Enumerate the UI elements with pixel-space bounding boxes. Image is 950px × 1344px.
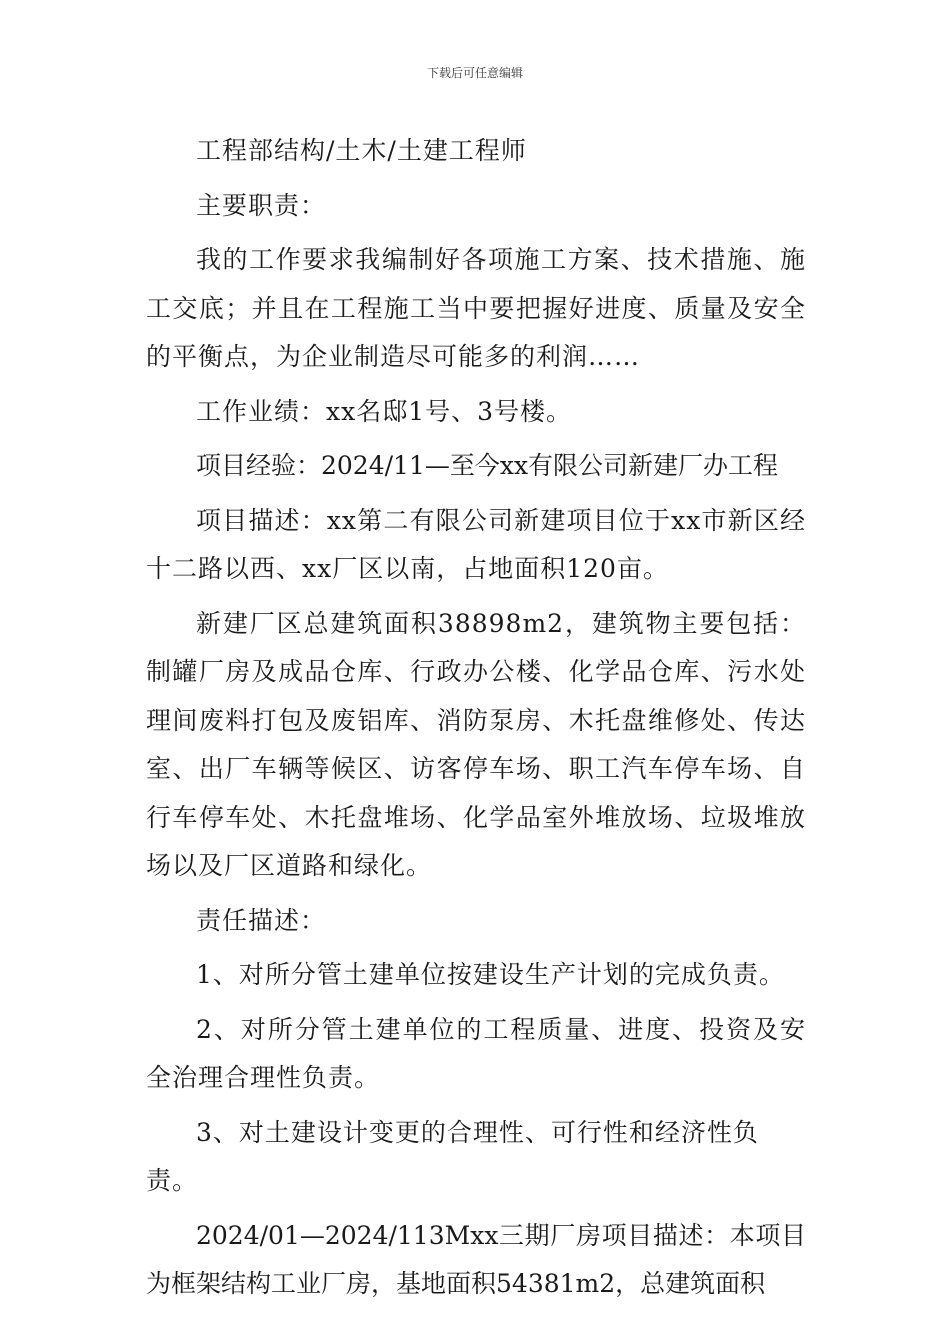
paragraph-work-achievements: 工作业绩：xx名邸1号、3号楼。 — [196, 396, 573, 426]
page-header-note: 下载后可任意编辑 — [426, 66, 523, 80]
paragraph-responsibility-3: 3、对土建设计变更的合理性、可行性和经济性负责。 — [146, 1117, 759, 1195]
paragraph-responsibility-2: 2、对所分管土建单位的工程质量、进度、投资及安全治理合理性负责。 — [146, 1014, 806, 1092]
paragraph-main-duties-heading: 主要职责： — [196, 190, 327, 220]
paragraph-responsibility-heading: 责任描述： — [196, 905, 327, 935]
paragraph-project-description: 项目描述：xx第二有限公司新建项目位于xx市新区经十二路以西、xx厂区以南，占地面积120亩。 — [146, 505, 806, 583]
paragraph-project-experience: 项目经验：2024/11—至今xx有限公司新建厂办工程 — [196, 451, 779, 480]
paragraph-building-area: 新建厂区总建筑面积38898m2，建筑物主要包括：制罐厂房及成品仓库、行政办公楼、化学品仓库、污水处理间废料打包及废铝库、消防泵房、木托盘维修处、传达室、出厂车辆等候区、访客停车场、职工汽车停车场、自行车停车处、木托盘堆场、化学品室外堆放场、垃圾堆放场以及厂区道路和绿化。 — [146, 608, 806, 880]
paragraph-duties-description: 我的工作要求我编制好各项施工方案、技术措施、施工交底；并且在工程施工当中要把握好进度、质量及安全的平衡点，为企业制造尽可能多的利润…… — [146, 245, 806, 371]
document-body — [146, 127, 806, 1315]
paragraph-project-2024: 2024/01—2024/113Mxx三期厂房项目描述：本项目为框架结构工业厂房，基地面积54381m2，总建筑面积 — [146, 1220, 806, 1298]
paragraph-job-title: 工程部结构/土木/土建工程师 — [196, 136, 527, 165]
paragraph-responsibility-1: 1、对所分管土建单位按建设生产计划的完成负责。 — [196, 960, 785, 989]
